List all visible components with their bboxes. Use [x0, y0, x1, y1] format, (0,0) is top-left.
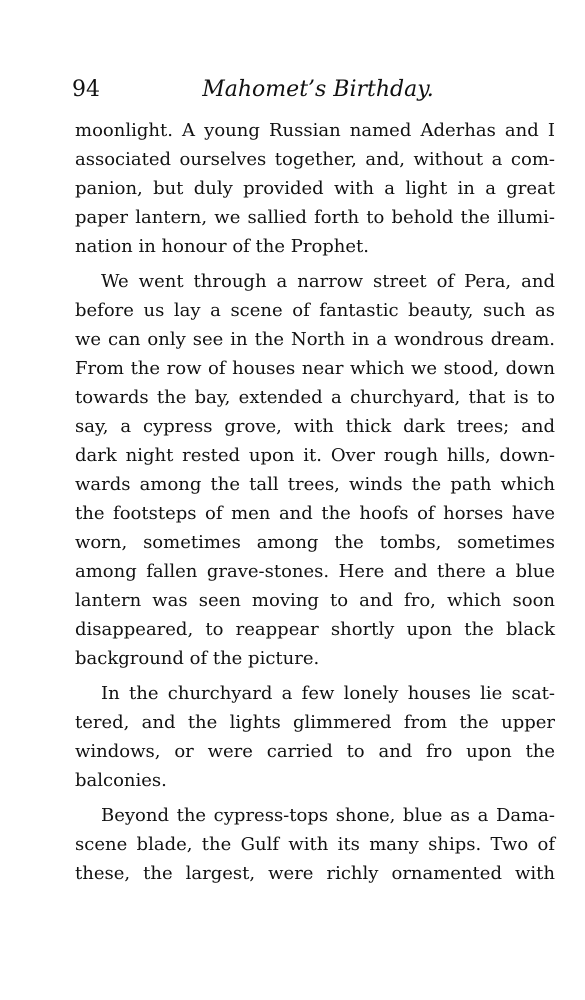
- text-line: wards among the tall trees, winds the path which: [75, 474, 555, 495]
- text-line: say, a cypress grove, with thick dark trees; and: [75, 416, 555, 437]
- text-line: disappeared, to reappear shortly upon the black: [75, 619, 555, 640]
- text-line: associated ourselves together, and, without a com-: [75, 149, 555, 170]
- text-line: tered, and the lights glimmered from the upper: [75, 712, 555, 733]
- text-line: panion, but duly provided with a light in a great: [75, 178, 555, 199]
- text-line: the footsteps of men and the hoofs of horses have: [75, 503, 555, 524]
- text-line: paper lantern, we sallied forth to behold the illumi-: [75, 207, 555, 228]
- paragraph: [75, 116, 555, 261]
- text-line: From the row of houses near which we stood, down: [75, 358, 555, 379]
- text-line: Beyond the cypress-tops shone, blue as a Dama-: [101, 805, 555, 826]
- paragraph: [75, 801, 555, 888]
- paragraph: [75, 267, 555, 673]
- text-line: these, the largest, were richly ornamented with: [75, 863, 555, 884]
- text-line: scene blade, the Gulf with its many ships. Two of: [75, 834, 555, 855]
- text-line: we can only see in the North in a wondrous dream.: [75, 329, 555, 350]
- text-line: before us lay a scene of fantastic beauty, such as: [75, 300, 555, 321]
- text-line: moonlight. A young Russian named Aderhas and I: [75, 120, 555, 141]
- text-line: We went through a narrow street of Pera, and: [101, 271, 555, 292]
- text-line: background of the picture.: [75, 648, 320, 669]
- text-line: windows, or were carried to and fro upon the: [75, 741, 555, 762]
- body-text: [75, 116, 555, 888]
- text-line: among fallen grave-stones. Here and there a blue: [75, 561, 555, 582]
- text-line: worn, sometimes among the tombs, sometimes: [75, 532, 555, 553]
- paragraph: [75, 679, 555, 795]
- page-header: [72, 70, 562, 110]
- running-title: Mahomet’s Birthday.: [202, 77, 434, 102]
- text-line: lantern was seen moving to and fro, which soon: [75, 590, 555, 611]
- text-line: nation in honour of the Prophet.: [75, 236, 370, 257]
- text-line: dark night rested upon it. Over rough hills, down-: [75, 445, 555, 466]
- page-number: 94: [72, 77, 100, 102]
- text-line: balconies.: [75, 770, 167, 791]
- text-line: In the churchyard a few lonely houses lie scat-: [101, 683, 555, 704]
- text-line: towards the bay, extended a churchyard, that is to: [75, 387, 555, 408]
